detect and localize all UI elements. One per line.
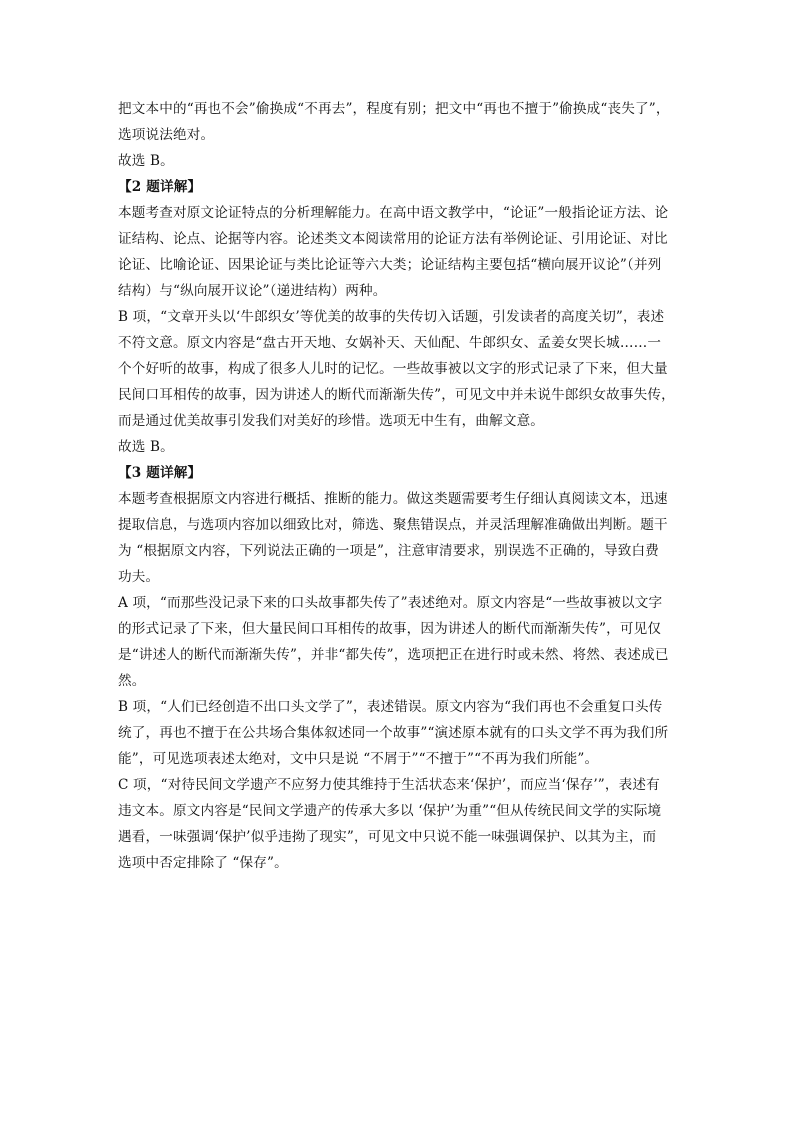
- text-line: 个个好听的故事，构成了很多人儿时的记忆。一些故事被以文字的形式记录了下来，但大量: [118, 361, 668, 377]
- text-line: 为 “根据原文内容，下列说法正确的一项是”，注意审清要求，别误选不正确的，导致白费: [118, 543, 659, 559]
- text-line: 能”，可见选项表述太绝对，文中只是说 “不屑于”“不擅于”“不再为我们所能”。: [118, 751, 599, 767]
- text-line: C 项，“对待民间文学遗产不应努力使其维持于生活状态来‘保护’，而应当‘保存’”，表述有: [118, 777, 660, 793]
- text-line: B 项，“人们已经创造不出口头文学了”，表述错误。原文内容为“我们再也不会重复口头传: [118, 699, 663, 715]
- text-line: 不符文意。原文内容是“盘古开天地、女娲补天、天仙配、牛郎织女、孟姜女哭长城……一: [118, 335, 662, 351]
- conclusion-line: 故选 B。: [118, 153, 174, 169]
- text-line: 证结构、论点、论据等内容。论述类文本阅读常用的论证方法有举例论证、引用论证、对比: [118, 231, 668, 247]
- text-line: 结构）与“纵向展开议论”（递进结构）两种。: [118, 283, 387, 299]
- text-line: A 项，“而那些没记录下来的口头故事都失传了”表述绝对。原文内容是“一些故事被以文字: [118, 595, 663, 611]
- text-line: 本题考查根据原文内容进行概括、推断的能力。做这类题需要考生仔细认真阅读文本，迅速: [118, 491, 668, 507]
- conclusion-line: 故选 B。: [118, 439, 174, 455]
- section-heading-q3: 【3 题详解】: [118, 465, 202, 481]
- text-line: 选项说法绝对。: [118, 127, 215, 143]
- text-line: 功夫。: [118, 569, 160, 585]
- text-line: 是“讲述人的断代而渐渐失传”，并非“都失传”，选项把正在进行时或未然、将然、表述成已: [118, 647, 669, 663]
- text-line: 本题考查对原文论证特点的分析理解能力。在高中语文教学中，“论证”一般指论证方法、论: [118, 205, 669, 221]
- document-body: [118, 96, 678, 876]
- section-heading-q2: 【2 题详解】: [118, 179, 202, 195]
- text-line: 的形式记录了下来，但大量民间口耳相传的故事，因为讲述人的断代而渐渐失传”，可见仅: [118, 621, 662, 637]
- text-line: 论证、比喻论证、因果论证与类比论证等六大类；论证结构主要包括“横向展开议论”（并列: [118, 257, 662, 273]
- text-line: 统了，再也不擅于在公共场合集体叙述同一个故事”“演述原本就有的口头文学不再为我们所: [118, 725, 669, 741]
- text-line: 而是通过优美故事引发我们对美好的珍惜。选项无中生有，曲解文意。: [118, 413, 545, 429]
- text-line: 遇看，一味强调‘保护’似乎违拗了现实”，可见文中只说不能一味强调保护、以其为主，而: [118, 829, 657, 845]
- text-line: 违文本。原文内容是“民间文学遗产的传承大多以 ‘保护’为重”“但从传统民间文学的实际境: [118, 803, 662, 819]
- text-line: 提取信息，与选项内容加以细致比对，筛选、聚焦错误点，并灵活理解准确做出判断。题干: [118, 517, 668, 533]
- text-line: B 项，“文章开头以‘牛郎织女’等优美的故事的失传切入话题，引发读者的高度关切”，表述: [118, 309, 665, 325]
- text-line: 选项中否定排除了 “保存”。: [118, 855, 288, 871]
- text-line: 然。: [118, 673, 146, 689]
- text-line: 把文本中的“再也不会”偷换成“不再去”，程度有别；把文中“再也不擅于”偷换成“丧失了”，: [118, 101, 670, 117]
- text-line: 民间口耳相传的故事，因为讲述人的断代而渐渐失传”，可见文中并未说牛郎织女故事失传，: [118, 387, 675, 403]
